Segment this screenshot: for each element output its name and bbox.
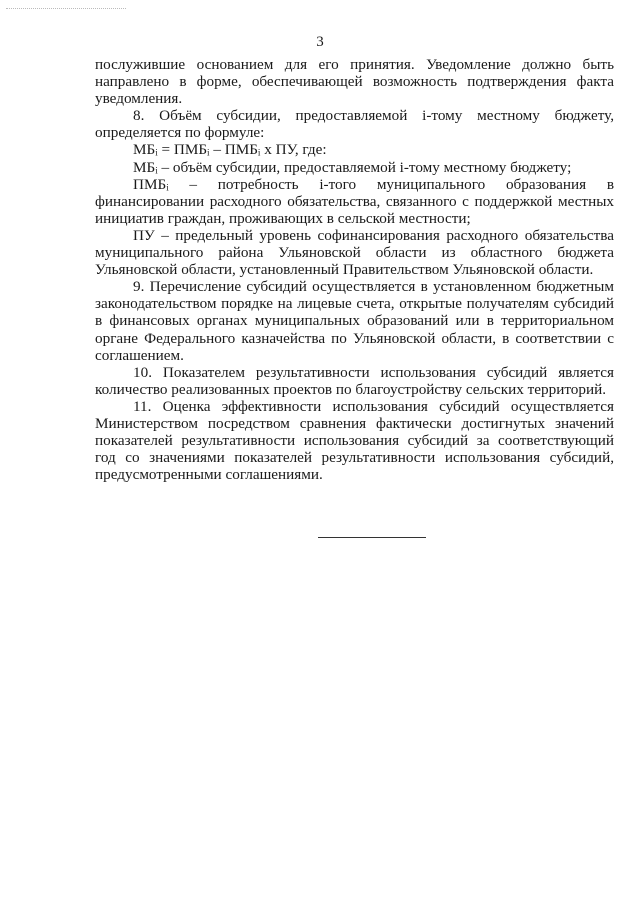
definition-pmb: ПМБᵢ – потребность i-того муниципального образования в финансировании расходного обязательства, связанного с поддержкой местных инициатив граждан, проживающих в сельской местности; bbox=[95, 175, 614, 227]
definition-pu: ПУ – предельный уровень софинансирования расходного обязательства муниципального района Ульяновской области из областного бюджета Ульяновской области, установленный Правительством Ульяновской области. bbox=[95, 226, 614, 279]
paragraph-9: 9. Перечисление субсидий осуществляется в установленном бюджетным законодательством порядке на лицевые счета, открытые получателям субсидий в финансовых органах муниципальных образований или в территориальном органе Федерального казначейства по Ульяновской области, в соответствии с соглашением. bbox=[95, 278, 614, 364]
paragraph-8: 8. Объём субсидии, предоставляемой i-тому местному бюджету, определяется по формуле: bbox=[95, 107, 614, 142]
formula-line: МБᵢ = ПМБᵢ – ПМБᵢ х ПУ, где: bbox=[133, 141, 327, 159]
end-of-document-rule bbox=[318, 537, 426, 538]
definition-mb: МБᵢ – объём субсидии, предоставляемой i-тому местному бюджету; bbox=[133, 158, 572, 176]
paragraph-11: 11. Оценка эффективности использования субсидий осуществляется Министерством посредством сравнения фактически достигнутых значений показателей результативности использования субсидий за соответствующий год со значениями показателей результативности использования субсидий, предусмотренными соглашениями. bbox=[95, 397, 614, 484]
page-number: 3 bbox=[316, 34, 324, 50]
document-body bbox=[95, 56, 614, 483]
paragraph-10: 10. Показателем результативности использования субсидий является количество реализованных проектов по благоустройству сельских территорий. bbox=[95, 363, 614, 398]
paragraph-continuation: послужившие основанием для его принятия. Уведомление должно быть направлено в форме, обеспечивающей возможность подтверждения факта уведомления. bbox=[95, 56, 614, 108]
scan-artifact bbox=[6, 8, 126, 9]
